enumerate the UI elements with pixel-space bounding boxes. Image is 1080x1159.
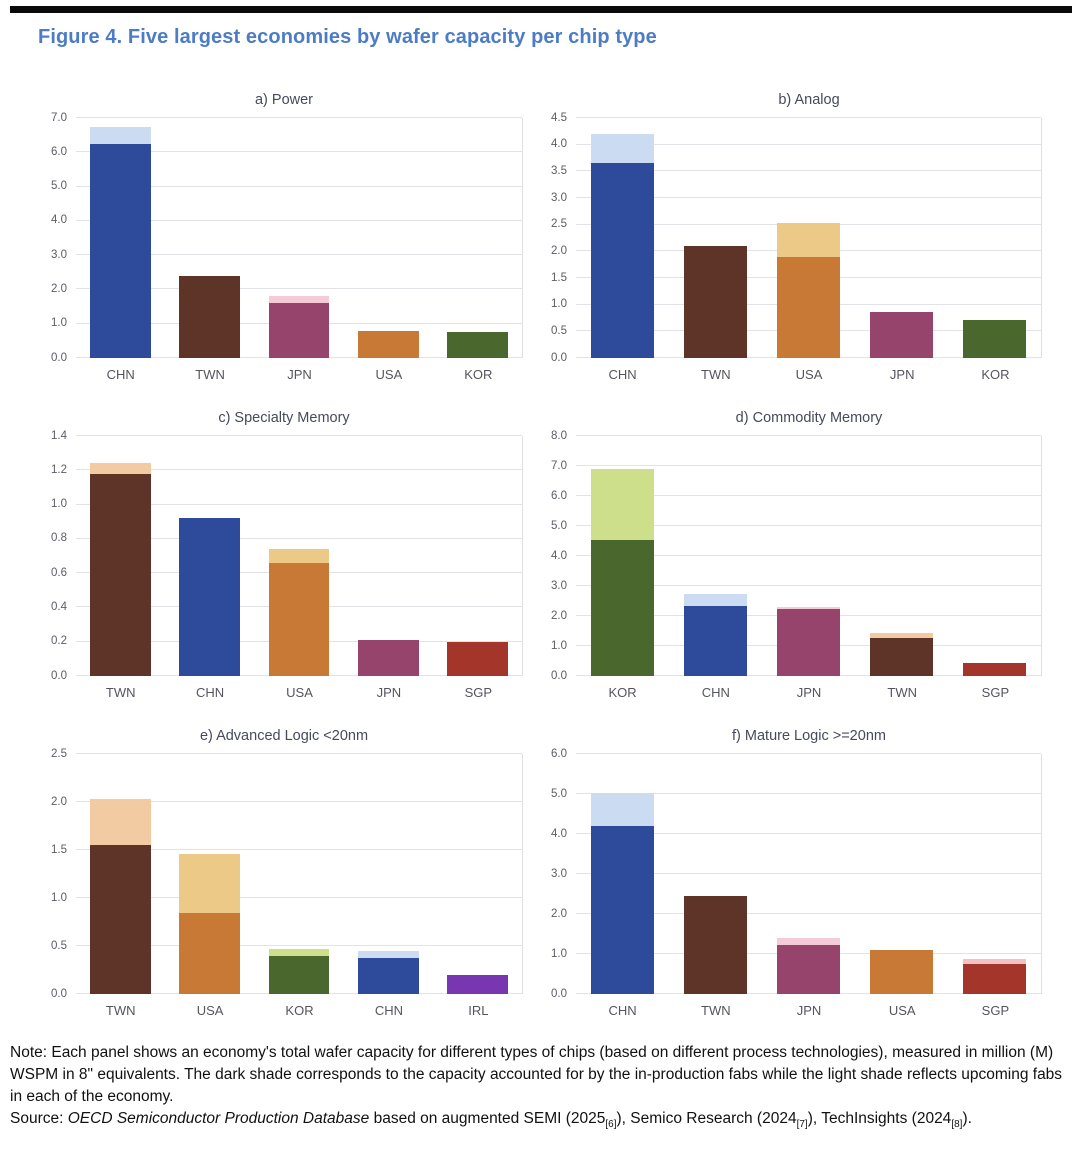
y-tick-label: 1.5 [551,271,567,284]
y-tick-label: 0.0 [51,351,67,364]
bar-slot [433,118,522,358]
y-tick-label: 0.0 [551,669,567,682]
bar-slot [855,436,948,676]
upcoming-segment [777,938,840,945]
x-axis [76,676,523,700]
y-tick-label: 1.0 [51,891,67,904]
bar-jpn [358,436,419,676]
bar-twn [90,436,151,676]
upcoming-segment [90,127,151,144]
y-tick-label: 1.0 [551,639,567,652]
upcoming-segment [591,793,654,826]
chart-area [538,747,1080,1000]
in-production-segment [870,638,933,676]
in-production-segment [591,540,654,677]
in-production-segment [447,332,508,358]
y-tick-label: 6.0 [551,747,567,760]
bar-sgp [963,754,1026,994]
bar-chn [591,118,654,358]
in-production-segment [90,845,151,994]
y-tick-label: 4.0 [551,827,567,840]
in-production-segment [963,663,1026,677]
bar-sgp [447,436,508,676]
bars [576,118,1041,358]
in-production-segment [591,163,654,358]
x-axis-label: USA [795,367,823,382]
y-tick-label: 2.0 [551,609,567,622]
x-axis-label: CHN [196,685,225,700]
x-axis-label: KOR [608,685,637,700]
bar-twn [90,754,151,994]
bar-usa [179,754,240,994]
y-axis [538,429,576,682]
in-production-segment [90,474,151,676]
bar-sgp [963,436,1026,676]
in-production-segment [179,518,240,676]
upcoming-segment [269,549,330,563]
bar-slot [254,118,343,358]
bar-slot [344,118,433,358]
x-axis-label: CHN [608,1003,637,1018]
bar-jpn [269,118,330,358]
bar-kor [963,118,1026,358]
figure-notes [10,1042,1072,1132]
x-axis-label: TWN [701,367,731,382]
in-production-segment [591,826,654,994]
panel-title: b) Analog [778,92,840,108]
charts-grid [30,86,1080,1040]
bars [576,754,1041,994]
x-axis-label: USA [888,1003,916,1018]
plot-area [76,754,523,994]
in-production-segment [179,276,240,358]
in-production-segment [684,896,747,994]
x-axis-label: SGP [981,685,1010,700]
bars [576,436,1041,676]
bar-slot [344,436,433,676]
bar-slot [948,754,1041,994]
bar-slot [165,436,254,676]
bar-slot [762,118,855,358]
bar-slot [76,436,165,676]
in-production-segment [963,964,1026,994]
bar-usa [870,754,933,994]
upcoming-segment [777,223,840,257]
in-production-segment [358,331,419,358]
x-axis-label: CHN [701,685,730,700]
x-axis-label: KOR [464,367,493,382]
bar-slot [762,754,855,994]
y-tick-label: 4.0 [551,137,567,150]
y-axis [30,429,76,682]
x-axis [576,676,1042,700]
y-tick-label: 2.0 [551,244,567,257]
bar-chn [358,754,419,994]
in-production-segment [358,958,419,994]
y-tick-label: 0.0 [51,987,67,1000]
chart-panel-advanced-logic [30,722,538,1040]
x-axis-label: SGP [464,685,493,700]
bar-kor [269,754,330,994]
bar-jpn [777,436,840,676]
bar-jpn [870,118,933,358]
y-tick-label: 3.0 [551,867,567,880]
upcoming-segment [591,134,654,163]
bar-usa [358,118,419,358]
y-tick-label: 0.2 [51,634,67,647]
x-axis-label: USA [196,1003,224,1018]
in-production-segment [269,956,330,994]
y-axis [30,747,76,1000]
x-axis-label: JPN [376,685,402,700]
y-tick-label: 2.5 [551,217,567,230]
in-production-segment [447,642,508,676]
chart-area [30,429,538,682]
panel-title: a) Power [254,92,314,108]
y-tick-label: 0.5 [51,939,67,952]
bar-usa [269,436,330,676]
y-tick-label: 4.5 [551,111,567,124]
bar-slot [254,754,343,994]
y-tick-label: 1.0 [51,497,67,510]
note-text [10,1042,1072,1108]
y-tick-label: 7.0 [51,111,67,124]
in-production-segment [870,312,933,358]
citation-8: [8] [951,1119,963,1131]
in-production-segment [90,144,151,358]
source-prefix: Source: [10,1110,68,1127]
bar-slot [254,436,343,676]
y-tick-label: 0.0 [51,669,67,682]
y-tick-label: 5.0 [551,519,567,532]
plot-area [76,436,523,676]
x-axis-label: TWN [105,685,136,700]
bar-slot [433,754,522,994]
bar-chn [179,436,240,676]
bar-slot [669,754,762,994]
x-axis-label: USA [286,685,313,700]
y-tick-label: 0.0 [551,987,567,1000]
bar-chn [90,118,151,358]
chart-panel-power [30,86,538,404]
y-tick-label: 1.0 [51,316,67,329]
bar-twn [684,118,747,358]
bar-slot [855,118,948,358]
x-axis-label: JPN [287,367,312,382]
chart-panel-specialty-memory [30,404,538,722]
bar-slot [948,436,1041,676]
figure-title: Figure 4. Five largest economies by wafer capacity per chip type [38,26,657,48]
x-axis-label: KOR [981,367,1010,382]
bar-kor [447,118,508,358]
in-production-segment [447,975,508,994]
bar-chn [684,436,747,676]
panel-title: e) Advanced Logic <20nm [199,728,369,744]
x-axis-label: KOR [285,1003,314,1018]
y-tick-label: 2.0 [51,282,67,295]
y-tick-label: 1.2 [51,463,67,476]
x-axis [576,358,1042,382]
top-border-line [10,6,1072,13]
bar-slot [855,754,948,994]
x-axis-label: TWN [887,685,918,700]
plot-area [576,436,1042,676]
citation-6: [6] [605,1119,617,1131]
bar-slot [165,118,254,358]
bar-slot [76,118,165,358]
y-axis [30,111,76,364]
bar-kor [591,436,654,676]
y-tick-label: 4.0 [51,214,67,227]
y-tick-label: 6.0 [51,145,67,158]
upcoming-segment [269,949,330,956]
in-production-segment [777,257,840,358]
in-production-segment [963,320,1026,358]
x-axis-label: JPN [889,367,915,382]
y-tick-label: 3.0 [551,191,567,204]
bar-slot [669,118,762,358]
source-database-name: OECD Semiconductor Production Database [67,1110,370,1127]
x-axis-label: JPN [796,1003,822,1018]
chart-area [30,747,538,1000]
y-tick-label: 2.5 [51,747,67,760]
chart-panel-analog [538,86,1080,404]
bar-slot [576,118,669,358]
in-production-segment [269,563,330,676]
panel-title: c) Specialty Memory [218,410,350,426]
x-axis-label: SGP [981,1003,1010,1018]
y-axis [538,747,576,1000]
y-tick-label: 1.4 [51,429,67,442]
bar-chn [591,754,654,994]
y-tick-label: 7.0 [551,459,567,472]
upcoming-segment [269,296,330,303]
panel-title: f) Mature Logic >=20nm [732,728,886,744]
plot-area [76,118,523,358]
bar-slot [948,118,1041,358]
bar-twn [870,436,933,676]
bars [76,118,522,358]
upcoming-segment [591,469,654,540]
upcoming-segment [358,951,419,959]
x-axis [576,994,1042,1018]
bar-usa [777,118,840,358]
note-text-content: Note: Each panel shows an economy's total wafer capacity for different types of chips (based on different process technologies), measured in million (M) WSPM in 8" equivalents. The dark shade corresponds to the capacity accounted for by the in-production fabs while the light shade reflects upcoming fabs in each of the economy. [10,1044,1063,1105]
upcoming-segment [684,594,747,606]
y-tick-label: 0.8 [51,532,67,545]
upcoming-segment [90,463,151,473]
x-axis [76,358,523,382]
bar-slot [344,754,433,994]
x-axis-label: TWN [105,1003,136,1018]
bar-irl [447,754,508,994]
x-axis-label: TWN [701,1003,731,1018]
bar-slot [76,754,165,994]
chart-panel-commodity-memory [538,404,1080,722]
y-tick-label: 0.6 [51,566,67,579]
bar-slot [576,754,669,994]
y-tick-label: 0.5 [551,324,567,337]
in-production-segment [777,609,840,676]
bar-twn [684,754,747,994]
y-tick-label: 5.0 [551,787,567,800]
in-production-segment [269,303,330,358]
y-tick-label: 1.0 [551,297,567,310]
chart-panel-mature-logic [538,722,1080,1040]
y-tick-label: 3.0 [51,248,67,261]
x-axis-label: CHN [106,367,135,382]
y-tick-label: 5.0 [51,179,67,192]
y-axis [538,111,576,364]
y-tick-label: 3.0 [551,579,567,592]
upcoming-segment [179,854,240,914]
chart-area [30,111,538,364]
x-axis-label: USA [375,367,403,382]
in-production-segment [358,640,419,676]
x-axis-label: IRL [468,1003,489,1018]
x-axis-label: CHN [374,1003,403,1018]
y-tick-label: 2.0 [551,907,567,920]
x-axis-label: JPN [796,685,822,700]
y-tick-label: 1.5 [51,843,67,856]
in-production-segment [179,913,240,994]
bar-jpn [777,754,840,994]
x-axis-label: TWN [195,367,225,382]
chart-area [538,429,1080,682]
y-tick-label: 0.0 [551,351,567,364]
y-tick-label: 2.0 [51,795,67,808]
x-axis-label: CHN [608,367,637,382]
in-production-segment [777,945,840,994]
in-production-segment [684,606,747,677]
plot-area [576,754,1042,994]
bar-slot [433,436,522,676]
panel-title: d) Commodity Memory [735,410,883,426]
chart-area [538,111,1080,364]
bar-slot [165,754,254,994]
y-tick-label: 8.0 [551,429,567,442]
bar-slot [669,436,762,676]
bar-slot [576,436,669,676]
in-production-segment [684,246,747,358]
y-tick-label: 4.0 [551,549,567,562]
citation-7: [7] [796,1119,808,1131]
y-tick-label: 0.4 [51,600,67,613]
bars [76,754,522,994]
bar-slot [762,436,855,676]
bar-twn [179,118,240,358]
source-text: Source: OECD Semiconductor Production Database based on augmented SEMI $(2025_{[6]})$, Semico Research $(2024_{[7]})$, TechInsights $(2024_{[8]})$. [10,1110,972,1131]
upcoming-segment [90,799,151,845]
x-axis [76,994,523,1018]
y-tick-label: 3.5 [551,164,567,177]
in-production-segment [870,950,933,994]
y-tick-label: 1.0 [551,947,567,960]
bars [76,436,522,676]
plot-area [576,118,1042,358]
y-tick-label: 6.0 [551,489,567,502]
